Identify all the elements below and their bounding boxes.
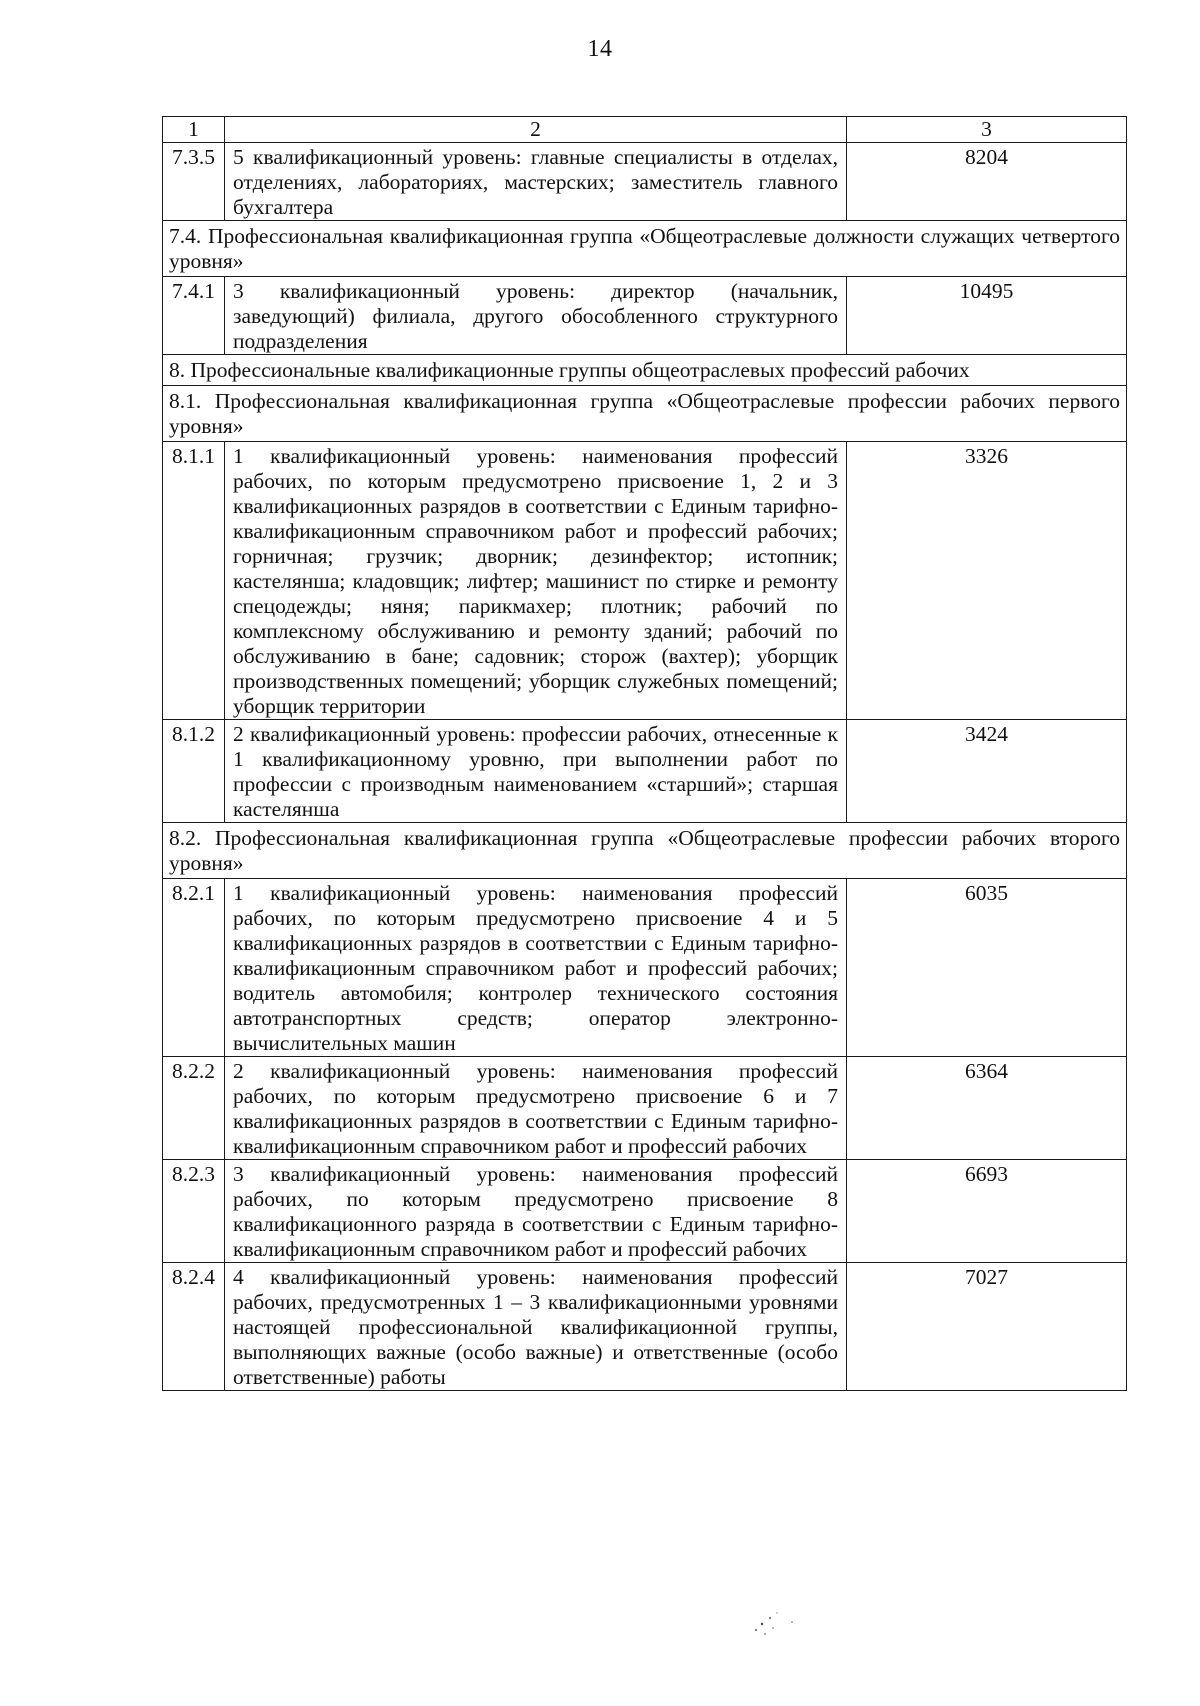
item-number: 8.2.2	[163, 1057, 225, 1160]
item-description: 5 квалификационный уровень: главные специалисты в отделах, отделениях, лабораториях, мастерских; заместитель главного бухгалтера	[225, 143, 847, 221]
item-value: 8204	[847, 143, 1127, 221]
item-value: 10495	[847, 277, 1127, 355]
item-number: 7.3.5	[163, 143, 225, 221]
group-row	[163, 221, 1127, 277]
column-header-2: 2	[225, 117, 847, 143]
item-value: 6035	[847, 879, 1127, 1057]
table-row	[163, 143, 1127, 221]
page-number: 14	[587, 36, 613, 62]
table-row	[163, 1160, 1127, 1263]
table-header-row	[163, 117, 1127, 143]
item-number: 7.4.1	[163, 277, 225, 355]
section-heading: 8. Профессиональные квалификационные группы общеотраслевых профессий рабочих	[163, 355, 1127, 386]
item-description: 3 квалификационный уровень: директор (начальник, заведующий) филиала, другого обособленного структурного подразделения	[225, 277, 847, 355]
item-description: 4 квалификационный уровень: наименования профессий рабочих, предусмотренных 1 – 3 квалификационными уровнями настоящей профессиональной квалификационной группы, выполняющих важные (особо важные) и ответственные (особо ответственные) работы	[225, 1263, 847, 1391]
scan-artifact	[748, 1604, 828, 1644]
item-number: 8.2.1	[163, 879, 225, 1057]
item-description: 1 квалификационный уровень: наименования профессий рабочих, по которым предусмотрено присвоение 1, 2 и 3 квалификационных разрядов в соответствии с Единым тарифно-квалификационным справочником работ и профессий рабочих; горничная; грузчик; дворник; дезинфектор; истопник; кастелянша; кладовщик; лифтер; машинист по стирке и ремонту спецодежды; няня; парикмахер; плотник; рабочий по комплексному обслуживанию и ремонту зданий; рабочий по обслуживанию в бане; садовник; сторож (вахтер); уборщик производственных помещений; уборщик служебных помещений; уборщик территории	[225, 442, 847, 720]
group-heading: 7.4. Профессиональная квалификационная группа «Общеотраслевые должности служащих четвертого уровня»	[163, 221, 1127, 277]
item-value: 7027	[847, 1263, 1127, 1391]
item-value: 3326	[847, 442, 1127, 720]
item-value: 3424	[847, 720, 1127, 823]
item-description: 3 квалификационный уровень: наименования профессий рабочих, по которым предусмотрено присвоение 8 квалификационного разряда в соответствии с Единым тарифно-квалификационным справочником работ и профессий рабочих	[225, 1160, 847, 1263]
table-row	[163, 277, 1127, 355]
column-header-1: 1	[163, 117, 225, 143]
item-description: 1 квалификационный уровень: наименования профессий рабочих, по которым предусмотрено присвоение 4 и 5 квалификационных разрядов в соответствии с Единым тарифно-квалификационным справочником работ и профессий рабочих; водитель автомобиля; контролер технического состояния автотранспортных средств; оператор электронно-вычислительных машин	[225, 879, 847, 1057]
section-row	[163, 355, 1127, 386]
item-number: 8.1.2	[163, 720, 225, 823]
item-number: 8.2.3	[163, 1160, 225, 1263]
table-row	[163, 720, 1127, 823]
table-row	[163, 1057, 1127, 1160]
group-heading: 8.2. Профессиональная квалификационная группа «Общеотраслевые профессии рабочих второго уровня»	[163, 823, 1127, 879]
item-number: 8.1.1	[163, 442, 225, 720]
group-row	[163, 386, 1127, 442]
item-number: 8.2.4	[163, 1263, 225, 1391]
item-description: 2 квалификационный уровень: профессии рабочих, отнесенные к 1 квалификационному уровню, при выполнении работ по профессии с производным наименованием «старший»; старшая кастелянша	[225, 720, 847, 823]
tariff-table	[162, 116, 1127, 1391]
table-row	[163, 1263, 1127, 1391]
column-header-3: 3	[847, 117, 1127, 143]
table-row	[163, 442, 1127, 720]
item-value: 6693	[847, 1160, 1127, 1263]
group-row	[163, 823, 1127, 879]
table-row	[163, 879, 1127, 1057]
item-value: 6364	[847, 1057, 1127, 1160]
item-description: 2 квалификационный уровень: наименования профессий рабочих, по которым предусмотрено присвоение 6 и 7 квалификационных разрядов в соответствии с Единым тарифно-квалификационным справочником работ и профессий рабочих	[225, 1057, 847, 1160]
group-heading: 8.1. Профессиональная квалификационная группа «Общеотраслевые профессии рабочих первого уровня»	[163, 386, 1127, 442]
